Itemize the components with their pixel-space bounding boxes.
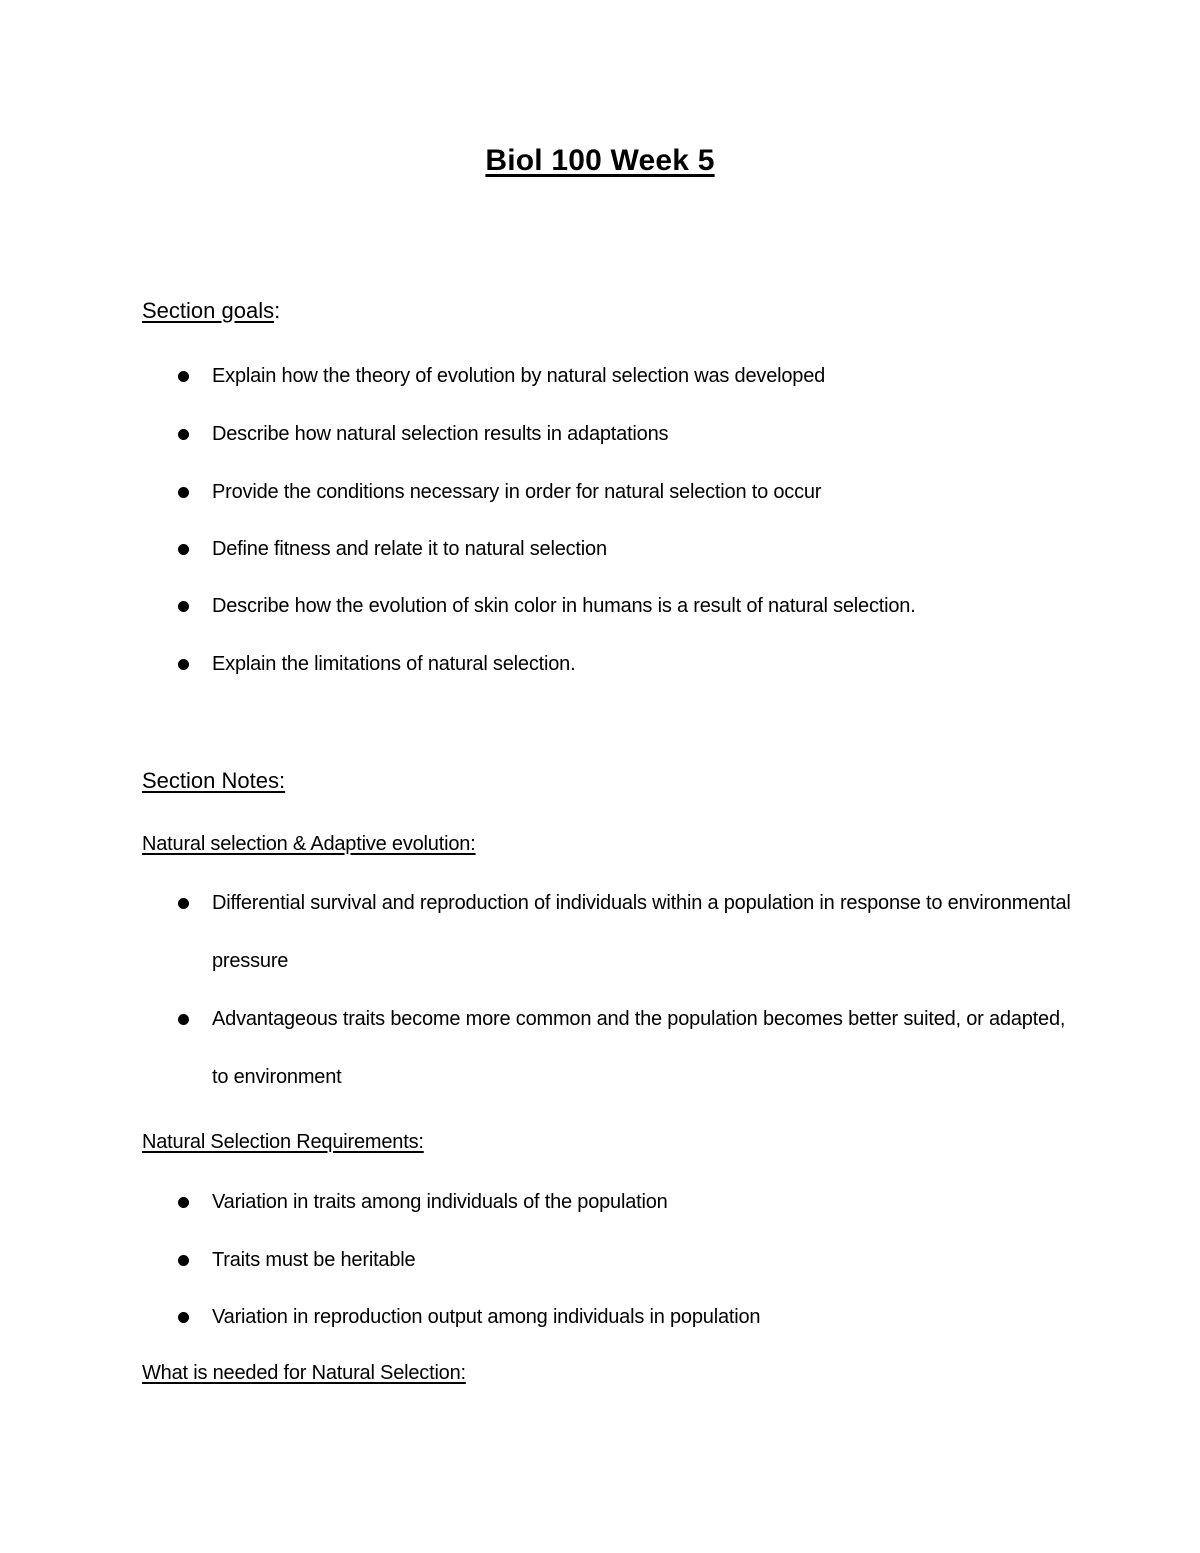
bullet-icon <box>178 1014 189 1025</box>
needed-heading: What is needed for Natural Selection: <box>142 1362 466 1384</box>
bullet-icon <box>178 898 189 909</box>
bullet-icon <box>178 1255 189 1266</box>
bullet-icon <box>178 371 189 382</box>
goal-item-text: Describe how natural selection results in adaptations <box>212 423 669 445</box>
section-notes-heading <box>142 768 285 794</box>
bullet-icon <box>178 659 189 670</box>
bullet-icon <box>178 544 189 555</box>
page-title: Biol 100 Week 5 <box>485 144 715 177</box>
requirement-item-text: Traits must be heritable <box>212 1249 416 1271</box>
requirement-item-text: Variation in reproduction output among individuals in population <box>212 1306 761 1328</box>
natural-selection-item-text: Differential survival and reproduction of individuals within a population in response to environmental pressure <box>212 892 1071 972</box>
bullet-icon <box>178 601 189 612</box>
natural-selection-heading: Natural selection & Adaptive evolution: <box>142 833 476 855</box>
bullet-icon <box>178 429 189 440</box>
goal-item-text: Provide the conditions necessary in order for natural selection to occur <box>212 481 822 503</box>
natural-selection-item-text: Advantageous traits become more common and the population becomes better suited, or adapted, to environment <box>212 1008 1066 1088</box>
requirement-item-text: Variation in traits among individuals of the population <box>212 1191 668 1213</box>
requirements-heading: Natural Selection Requirements: <box>142 1131 424 1153</box>
section-goals-heading <box>142 298 280 324</box>
section-goals-heading-text: Section goals <box>142 298 275 323</box>
goal-item-text: Explain the limitations of natural selection. <box>212 653 576 675</box>
bullet-icon <box>178 1312 189 1323</box>
goal-item-text: Describe how the evolution of skin color in humans is a result of natural selection. <box>212 595 916 617</box>
bullet-icon <box>178 1197 189 1208</box>
goal-item-text: Define fitness and relate it to natural selection <box>212 538 607 560</box>
bullet-icon <box>178 487 189 498</box>
goal-item-text: Explain how the theory of evolution by natural selection was developed <box>212 365 826 387</box>
section-goals-heading-colon: : <box>274 298 281 323</box>
section-notes-heading-text: Section Notes: <box>142 768 286 793</box>
